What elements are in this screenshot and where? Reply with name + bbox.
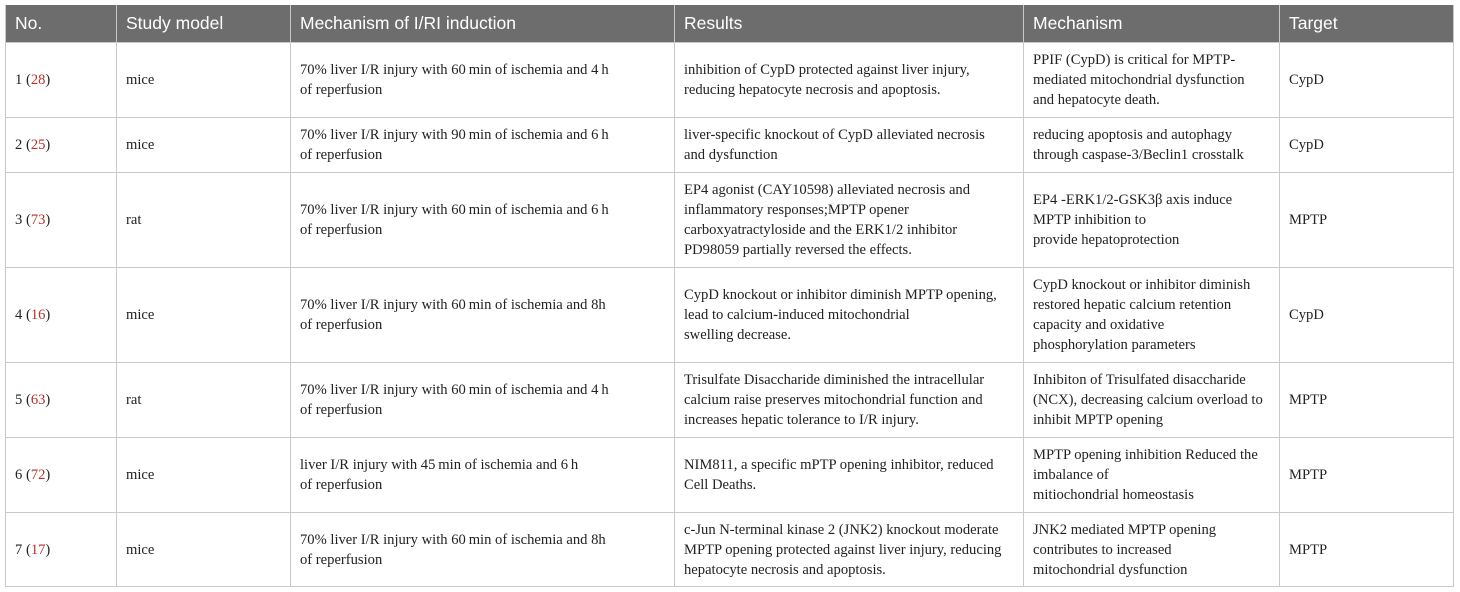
mechanism-cell-line: imbalance of [1033, 467, 1109, 483]
study-model-cell: mice [117, 118, 291, 173]
target-cell: MPTP [1280, 363, 1454, 438]
induction-cell-line: 70% liver I/R injury with 60 min of ischemia and 4 h [300, 62, 609, 78]
table-row [6, 438, 1454, 513]
target-cell: MPTP [1280, 438, 1454, 513]
induction-cell-line: of reperfusion [300, 82, 383, 98]
table-row [6, 173, 1454, 268]
row-number: 1 [15, 72, 23, 88]
study-model-cell: mice [117, 43, 291, 118]
row-number: 6 [15, 467, 23, 483]
results-cell-line: increases hepatic tolerance to I/R injury. [684, 412, 919, 428]
mechanism-cell [1024, 268, 1280, 363]
results-cell-line: lead to calcium-induced mitochondrial [684, 307, 910, 323]
mechanism-cell-line: through caspase-3/Beclin1 crosstalk [1033, 147, 1244, 163]
header-results: Results [675, 5, 1024, 43]
results-cell-line: c-Jun N-terminal kinase 2 (JNK2) knockout moderate [684, 521, 999, 538]
row-number-cell: 6 (72) [6, 438, 117, 513]
table-row [6, 268, 1454, 363]
induction-cell-line: liver I/R injury with 45 min of ischemia and 6 h [300, 457, 579, 473]
header-row [6, 5, 1454, 43]
induction-cell-line: 70% liver I/R injury with 90 min of ischemia and 6 h [300, 127, 609, 143]
results-cell-line: calcium raise preserves mitochondrial function and [684, 392, 983, 408]
induction-cell [291, 268, 675, 363]
mechanism-cell-line: mitiochondrial homeostasis [1033, 487, 1194, 503]
row-number: 3 [15, 212, 23, 228]
mechanism-cell-line: Inhibiton of Trisulfated disaccharide [1033, 372, 1246, 388]
reference-link[interactable]: 63 [30, 392, 46, 408]
mechanism-cell-line: JNK2 mediated MPTP opening [1033, 521, 1217, 538]
header-no: No. [6, 5, 117, 43]
target-cell: CypD [1280, 268, 1454, 363]
results-cell-line: PD98059 partially reversed the effects. [684, 242, 912, 258]
row-number-cell: 5 (63) [6, 363, 117, 438]
mechanism-cell-line: phosphorylation parameters [1033, 337, 1196, 353]
induction-cell-line: 70% liver I/R injury with 60 min of ischemia and 8h [300, 297, 606, 313]
induction-cell [291, 513, 675, 587]
mechanism-cell-line: restored hepatic calcium retention [1033, 297, 1232, 313]
reference-link[interactable]: 25 [30, 137, 46, 153]
mechanism-cell-line: provide hepatoprotection [1033, 232, 1180, 248]
mechanism-cell-line: MPTP inhibition to [1033, 212, 1146, 228]
mechanism-cell [1024, 43, 1280, 118]
data-table [5, 5, 1454, 587]
study-model-cell: mice [117, 268, 291, 363]
results-cell [675, 268, 1024, 363]
table-body [6, 43, 1454, 587]
reference-link[interactable]: 73 [30, 212, 46, 228]
results-cell [675, 438, 1024, 513]
mechanism-cell-line: PPIF (CypD) is critical for MPTP- [1033, 52, 1236, 68]
induction-cell [291, 438, 675, 513]
header-mechanism: Mechanism [1024, 5, 1280, 43]
induction-cell-line: of reperfusion [300, 551, 383, 568]
mechanism-cell-line: and hepatocyte death. [1033, 92, 1160, 108]
study-model-cell: mice [117, 438, 291, 513]
study-model-cell: rat [117, 173, 291, 268]
mechanism-cell-line: MPTP opening inhibition Reduced the [1033, 447, 1258, 463]
induction-cell-line: of reperfusion [300, 477, 383, 493]
study-model-cell: mice [117, 513, 291, 587]
induction-cell [291, 43, 675, 118]
reference-link[interactable]: 72 [30, 467, 46, 483]
results-cell-line: Trisulfate Disaccharide diminished the intracellular [684, 372, 985, 388]
results-cell-line: NIM811, a specific mPTP opening inhibitor, reduced [684, 457, 994, 473]
results-cell-line: EP4 agonist (CAY10598) alleviated necrosis and [684, 182, 971, 198]
target-cell: MPTP [1280, 513, 1454, 587]
induction-cell-line: of reperfusion [300, 402, 383, 418]
induction-cell [291, 118, 675, 173]
results-cell-line: CypD knockout or inhibitor diminish MPTP opening, [684, 287, 997, 303]
reference-link[interactable]: 28 [30, 72, 46, 88]
results-cell-line: and dysfunction [684, 147, 778, 163]
target-cell: CypD [1280, 118, 1454, 173]
mechanism-cell-line: EP4 -ERK1/2-GSK3β axis induce [1033, 192, 1233, 208]
induction-cell-line: 70% liver I/R injury with 60 min of ischemia and 6 h [300, 202, 609, 218]
results-cell-line: hepatocyte necrosis and apoptosis. [684, 561, 886, 578]
mechanism-cell [1024, 173, 1280, 268]
study-model-cell: rat [117, 363, 291, 438]
mechanism-cell [1024, 118, 1280, 173]
table-row [6, 118, 1454, 173]
results-cell-line: inflammatory responses;MPTP opener [684, 202, 909, 218]
row-number-cell: 3 (73) [6, 173, 117, 268]
table-row [6, 513, 1454, 587]
results-cell-line: Cell Deaths. [684, 477, 757, 493]
induction-cell [291, 173, 675, 268]
row-number-cell: 7 (17) [6, 513, 117, 587]
results-cell [675, 513, 1024, 587]
induction-cell-line: 70% liver I/R injury with 60 min of ischemia and 4 h [300, 382, 609, 398]
results-cell-line: reducing hepatocyte necrosis and apoptosis. [684, 82, 941, 98]
results-cell-line: liver-specific knockout of CypD alleviated necrosis [684, 127, 985, 143]
mechanism-cell-line: CypD knockout or inhibitor diminish [1033, 277, 1251, 293]
mechanism-cell-line: mitochondrial dysfunction [1033, 561, 1188, 578]
results-cell [675, 118, 1024, 173]
induction-cell-line: of reperfusion [300, 222, 383, 238]
mechanism-cell [1024, 438, 1280, 513]
reference-link[interactable]: 17 [30, 541, 46, 558]
mechanism-cell-line: reducing apoptosis and autophagy [1033, 127, 1232, 143]
results-cell [675, 173, 1024, 268]
mechanism-cell [1024, 363, 1280, 438]
mechanism-cell-line: capacity and oxidative [1033, 317, 1165, 333]
mechanism-cell-line: mediated mitochondrial dysfunction [1033, 72, 1245, 88]
table-row [6, 43, 1454, 118]
results-cell-line: swelling decrease. [684, 327, 791, 343]
mechanism-cell-line: contributes to increased [1033, 541, 1172, 558]
induction-cell-line: of reperfusion [300, 317, 383, 333]
results-cell-line: carboxyatractyloside and the ERK1/2 inhibitor [684, 222, 958, 238]
row-number-cell: 2 (25) [6, 118, 117, 173]
row-number-cell: 4 (16) [6, 268, 117, 363]
mechanism-cell [1024, 513, 1280, 587]
mechanism-cell-line: inhibit MPTP opening [1033, 412, 1164, 428]
reference-link[interactable]: 16 [30, 307, 46, 323]
induction-cell-line: of reperfusion [300, 147, 383, 163]
row-number: 4 [15, 307, 23, 323]
row-number: 5 [15, 392, 23, 408]
results-cell-line: MPTP opening protected against liver injury, reducing [684, 541, 1002, 558]
target-cell: MPTP [1280, 173, 1454, 268]
row-number: 7 [15, 541, 23, 558]
results-cell [675, 43, 1024, 118]
results-cell-line: inhibition of CypD protected against liver injury, [684, 62, 970, 78]
target-cell: CypD [1280, 43, 1454, 118]
induction-cell-line: 70% liver I/R injury with 60 min of ischemia and 8h [300, 531, 606, 548]
header-study-model: Study model [117, 5, 291, 43]
row-number: 2 [15, 137, 23, 153]
induction-cell [291, 363, 675, 438]
mechanism-cell-line: (NCX), decreasing calcium overload to [1033, 392, 1263, 408]
row-number-cell: 1 (28) [6, 43, 117, 118]
results-cell [675, 363, 1024, 438]
table-row [6, 363, 1454, 438]
header-target: Target [1280, 5, 1454, 43]
header-induction: Mechanism of I/RI induction [291, 5, 675, 43]
